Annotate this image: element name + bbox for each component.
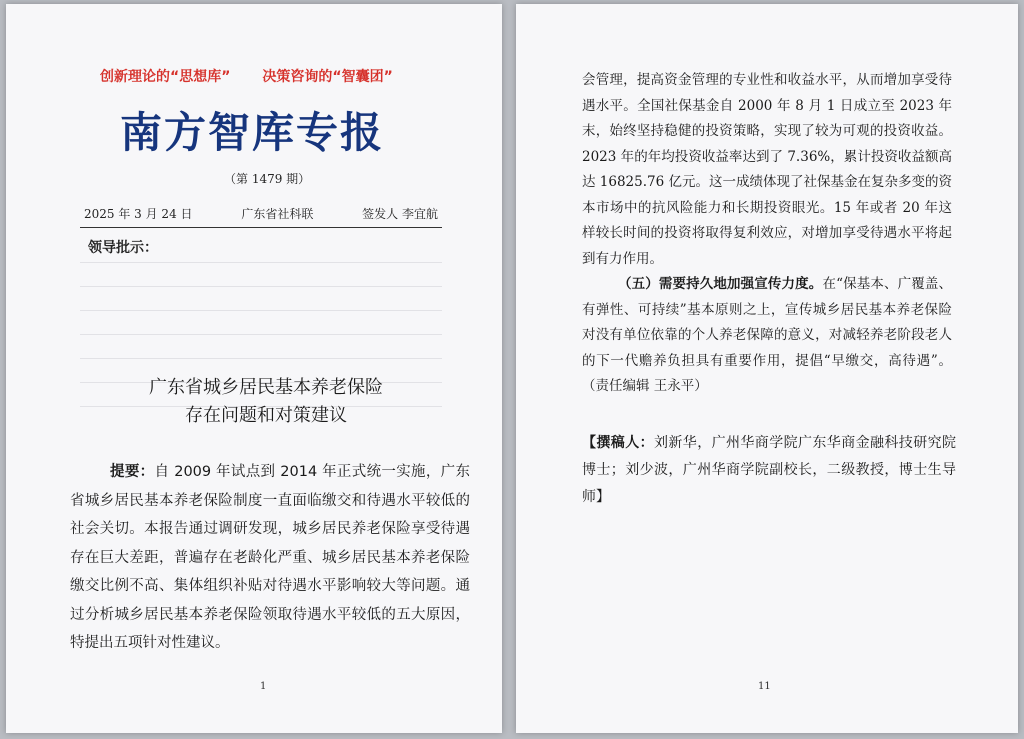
author-note — [582, 430, 956, 511]
section-heading: （五）需要持久地加强宣传力度。 — [618, 276, 823, 292]
author-text: 刘新华，广州华商学院广东华商金融科技研究院博士；刘少波，广州华商学院副校长，二级教授，博士生导师】 — [582, 435, 956, 505]
report-title-line1: 广东省城乡居民基本养老保险 — [149, 377, 383, 398]
paragraph-investment: 会管理，提高资金管理的专业性和收益水平，从而增加享受待遇水平。全国社保基金自 2000 年 8 月 1 日成立至 2023 年末，始终坚持稳健的投资策略，实现了较为可观的投资收益。2023 年的年均投资收益率达到了 7.36%，累计投资收益额高达 16825.76 亿元。这一成绩体现了社保基金在复杂多变的资本市场中的抗风险能力和长期投资眼光。15 年或者 20 年这样较长时间的投资将取得复利效应，对增加享受待遇水平将起到有力作用。 — [582, 72, 952, 267]
abstract — [70, 458, 470, 658]
masthead-slogan — [100, 66, 393, 86]
report-title — [116, 374, 416, 430]
header-divider — [80, 227, 442, 228]
paragraph-publicity — [582, 272, 952, 400]
abstract-label: 提要： — [110, 464, 155, 480]
issue-number: （第 1479 期） — [224, 172, 311, 186]
page-number: 11 — [758, 681, 771, 692]
document-page-left — [6, 4, 502, 733]
author-label: 【撰稿人： — [582, 435, 654, 451]
leader-instruction-label: 领导批示： — [88, 240, 158, 256]
issue-date: 2025 年 3 月 24 日 — [84, 207, 193, 221]
document-page-right — [516, 4, 1018, 733]
meta-row — [84, 205, 438, 222]
publication-title: 南方智库专报 — [120, 108, 385, 157]
abstract-text: 自 2009 年试点到 2014 年正式统一实施，广东省城乡居民基本养老保险制度一直面临缴交和待遇水平较低的社会关切。本报告通过调研发现，城乡居民养老保险享受待遇存在巨大差距，普遍存在老龄化严重、城乡居民基本养老保险缴交比例不高、集体组织补贴对待遇水平影响较大等问题。通过分析城乡居民基本养老保险领取待遇水平较低的五大原因，特提出五项针对性建议。 — [70, 464, 470, 651]
report-title-line2: 存在问题和对策建议 — [185, 405, 347, 426]
publisher: 广东省社科联 — [241, 207, 314, 221]
page-number: 1 — [260, 681, 267, 692]
section-text: 在“保基本、广覆盖、有弹性、可持续”基本原则之上，宣传城乡居民基本养老保险对没有单位依靠的个人养老保障的意义，对减轻养老阶段老人的下一代赡养负担具有重要作用，提倡“早缴交，高待遇”。（责任编辑 王永平） — [582, 276, 952, 394]
signer: 签发人 李宜航 — [362, 207, 438, 221]
masthead-slogan-left: 创新理论的“思想库” — [100, 69, 231, 85]
masthead-slogan-right: 决策咨询的“智囊团” — [262, 69, 393, 85]
